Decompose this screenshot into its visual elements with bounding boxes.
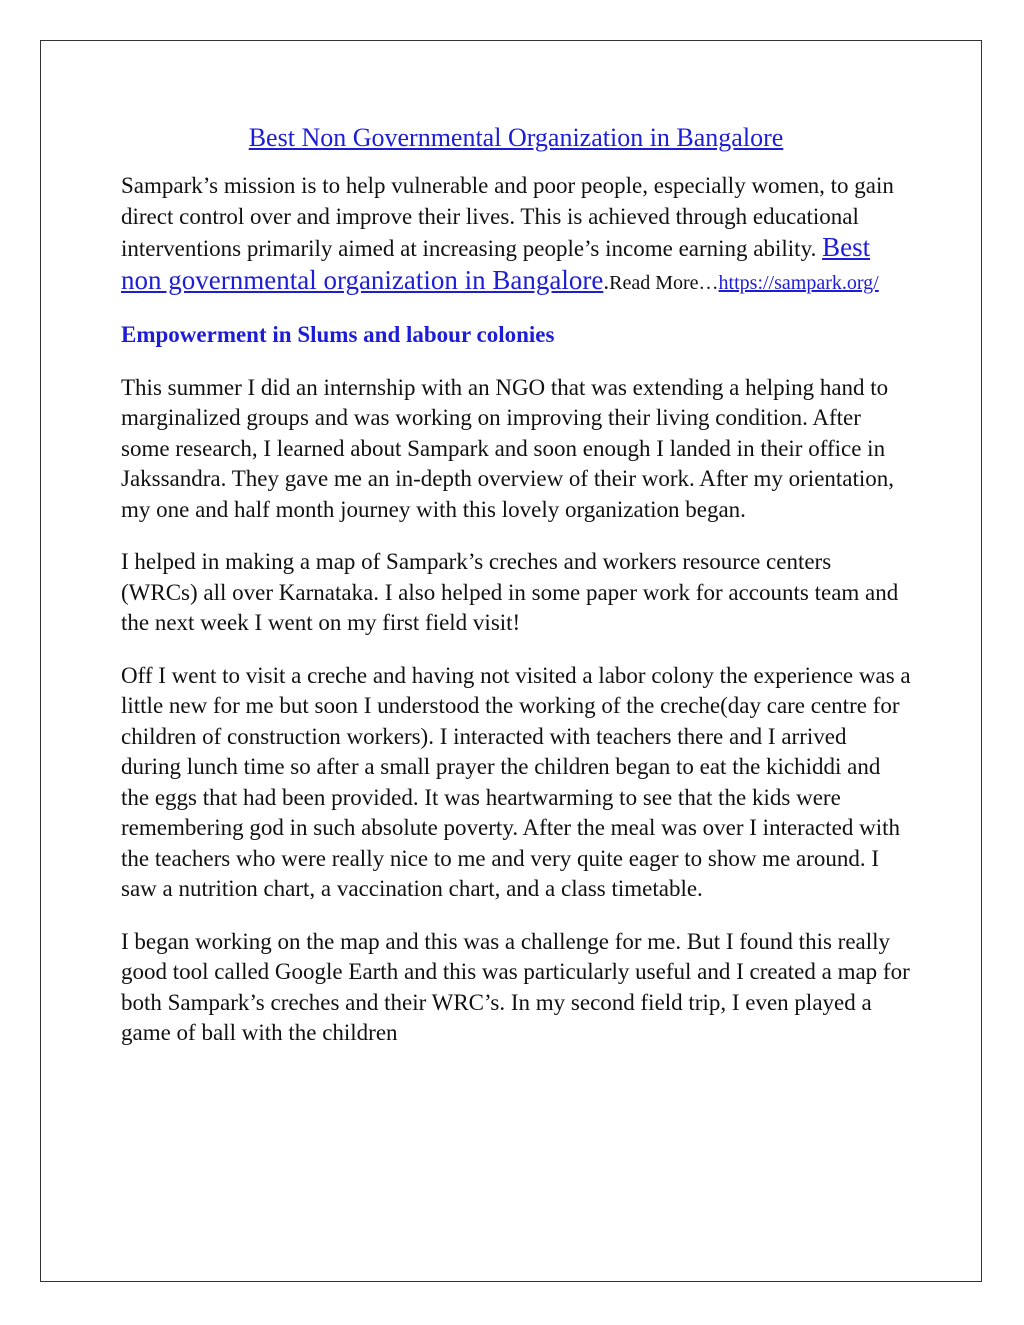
body-paragraph: I helped in making a map of Sampark’s creches and workers resource centers (WRCs) all over Karnataka. I also helped in some paper work for accounts team and the next week I went on my first field visit! <box>121 549 899 635</box>
intro-paragraph <box>121 171 911 298</box>
sampark-url-link[interactable]: https://sampark.org/ <box>718 271 879 294</box>
intro-text: Sampark’s mission is to help vulnerable and poor people, especially women, to gain direct control over and improve their lives. This is achieved through educational interventions primarily aimed at increasing people’s income earning ability. <box>121 173 894 261</box>
title-link[interactable]: Best Non Governmental Organization in Bangalore <box>248 123 784 152</box>
body-paragraph: I began working on the map and this was a challenge for me. But I found this really good tool called Google Earth and this was particularly useful and I created a map for both Sampark’s creches and their WRC’s. In my second field trip, I even played a game of ball with the children <box>121 928 910 1045</box>
read-more-label: Read More… <box>609 271 719 294</box>
document-title <box>121 118 911 158</box>
section-heading: Empowerment in Slums and labour colonies <box>121 322 555 347</box>
intro-period: . <box>603 268 610 294</box>
document-body <box>121 118 911 1071</box>
body-paragraph: This summer I did an internship with an NGO that was extending a helping hand to marginalized groups and was working on improving their living condition. After some research, I learned about Sampark and soon enough I landed in their office in Jakssandra. They gave me an in-depth overview of their work. After my orientation, my one and half month journey with this lovely organization began. <box>121 374 895 522</box>
ngo-link[interactable]: Best non governmental organization in Bangalore <box>121 232 871 295</box>
body-paragraph: Off I went to visit a creche and having not visited a labor colony the experience was a little new for me but soon I understood the working of the creche(day care centre for children of construction workers). I interacted with teachers there and I arrived during lunch time so after a small prayer the children began to eat the kichiddi and the eggs that had been provided. It was heartwarming to see that the kids were remembering god in such absolute poverty. After the meal was over I interacted with the teachers who were really nice to me and very quite eager to show me around. I saw a nutrition chart, a vaccination chart, and a class timetable. <box>121 662 911 901</box>
